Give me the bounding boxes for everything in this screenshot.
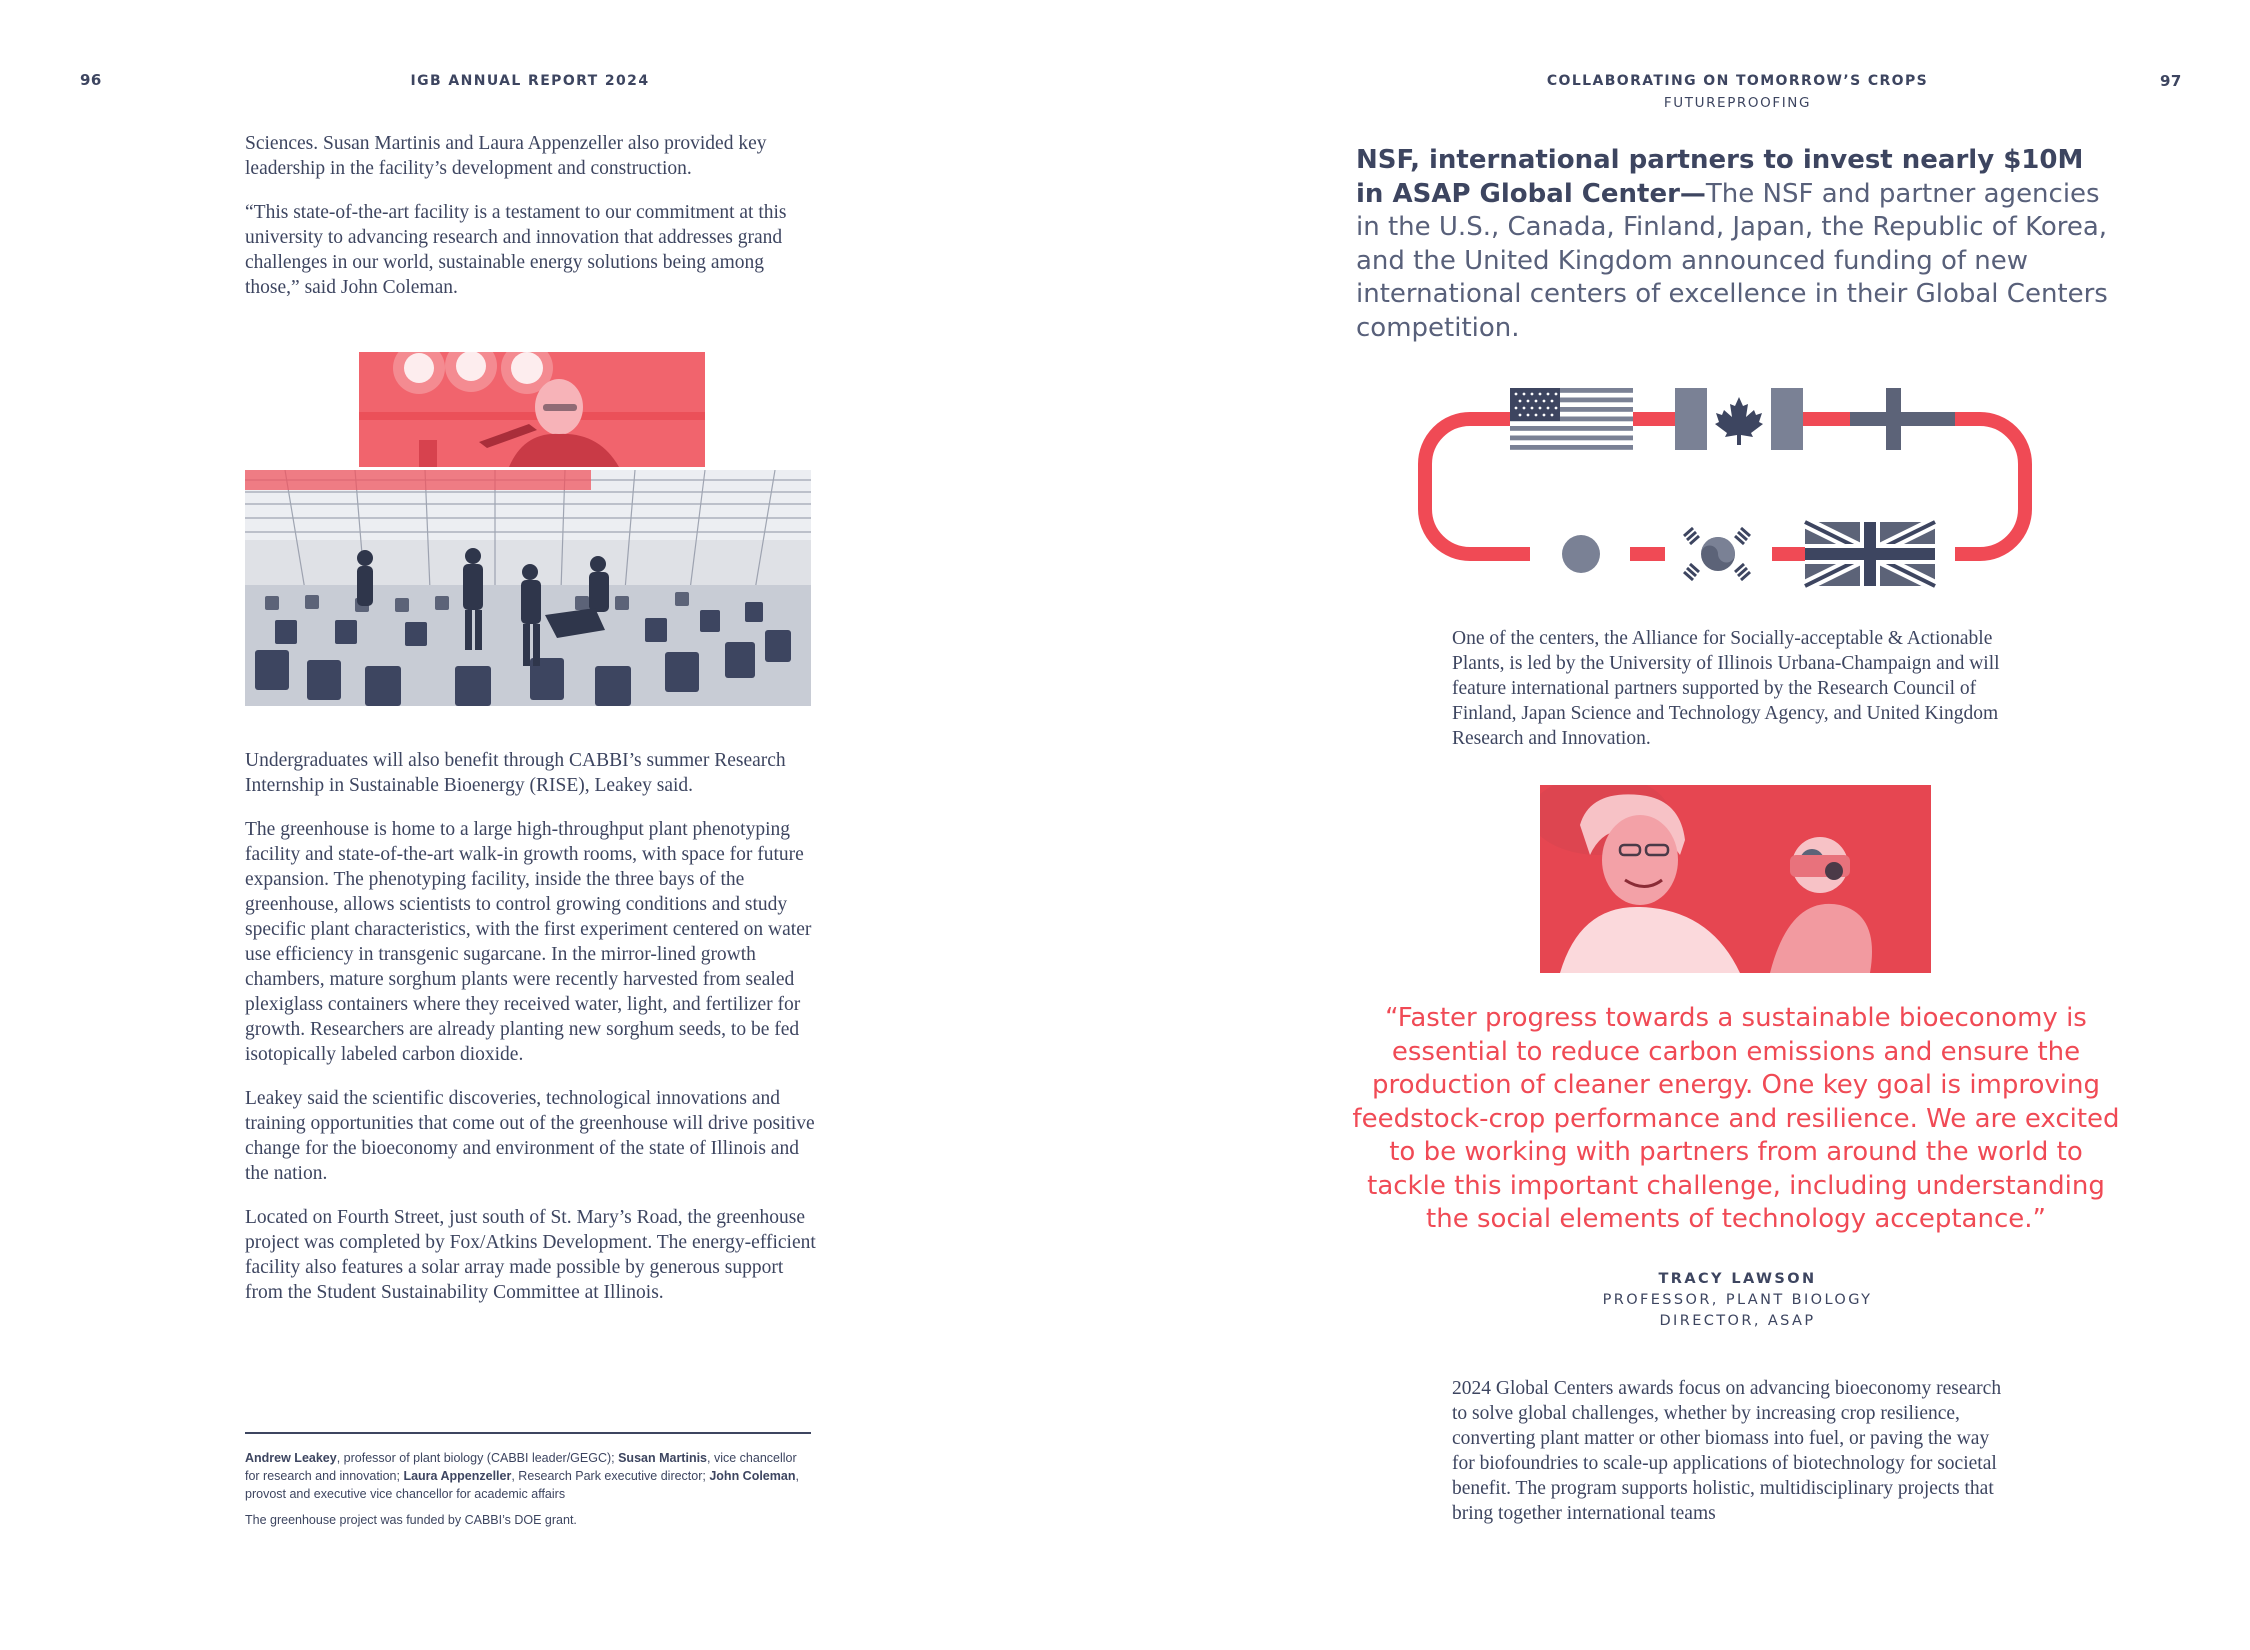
footnote-divider bbox=[245, 1432, 811, 1434]
credit-name: Laura Appenzeller bbox=[403, 1469, 512, 1483]
global-centers-paragraph: 2024 Global Centers awards focus on advancing bioeconomy research to solve global challenges, whether by increasing crop resilience, converting plant matter or other biomass into fuel, or paving the way for biofoundries to scale-up applications of biotechnology for societal benefit. The program supports holistic, multidisciplinary projects that bring together international teams bbox=[1452, 1378, 2002, 1524]
running-head-right: COLLABORATING ON TOMORROW’S CROPS bbox=[1546, 73, 1929, 89]
uk-flag bbox=[1805, 522, 1935, 586]
main-text-block bbox=[245, 748, 820, 1324]
alliance-paragraph: One of the centers, the Alliance for Socially-acceptable & Actionable Plants, is led by the University of Illinois Urbana-Champaign and will feature international partners supported by the Research Council of Finland, Japan Science and Technology Agency, and United Kingdom Research and Innovation. bbox=[1452, 628, 2000, 749]
page-number-right: 97 bbox=[2160, 72, 2182, 90]
attribution-name: TRACY LAWSON bbox=[1658, 1271, 1817, 1287]
japan-flag bbox=[1555, 524, 1630, 584]
speaker-photo bbox=[359, 352, 705, 467]
headline-lead: NSF, international partners to invest nearly $10M in ASAP Global Center— bbox=[1356, 145, 2084, 209]
intro-text-block bbox=[245, 131, 815, 319]
attribution-title: DIRECTOR, ASAP bbox=[1659, 1313, 1816, 1329]
partner-flags-graphic bbox=[1410, 380, 2060, 595]
article-headline bbox=[1356, 144, 2116, 345]
credit-role: , Research Park executive director; bbox=[511, 1469, 710, 1483]
credit-name: Susan Martinis bbox=[618, 1451, 708, 1465]
body-paragraph: Undergraduates will also benefit through CABBI’s summer Research Internship in Sustainable Bioenergy (RISE), Leakey said. bbox=[245, 750, 786, 796]
korea-flag bbox=[1665, 524, 1772, 586]
body-paragraph: The greenhouse is home to a large high-throughput plant phenotyping facility and state-of-the-art walk-in growth rooms, with space for future expansion. The phenotyping facility, inside the three bays of the greenhouse, allows scientists to control growing conditions and study specific plant characteristics, with the first experiment centered on water use efficiency in transgenic sugarcane. In the mirror-lined growth chambers, mature sorghum plants were recently harvested from sealed plexiglass containers where they received water, light, and fertilizer for growth. Researchers are already planting new sorghum seeds, to be fed isotopically labeled carbon dioxide. bbox=[245, 819, 812, 1065]
body-paragraph: Leakey said the scientific discoveries, technological innovations and training opportunities that come out of the greenhouse will drive positive change for the bioeconomy and environment of the state of Illinois and the nation. bbox=[245, 1088, 815, 1184]
researcher-photo bbox=[1540, 785, 1931, 973]
page-number-left: 96 bbox=[80, 71, 102, 89]
canada-flag bbox=[1675, 388, 1803, 450]
footnote-funding: The greenhouse project was funded by CABBI’s DOE grant. bbox=[245, 1513, 577, 1527]
headline-text: The NSF and partner agencies in the U.S., Canada, Finland, Japan, the Republic of Korea, and the United Kingdom announced funding of new international centers of excellence in their Global Centers competition. bbox=[1356, 178, 2108, 343]
credit-role: , professor of plant biology (CABBI leader/GEGC); bbox=[336, 1451, 619, 1465]
credit-name: Andrew Leakey bbox=[245, 1451, 337, 1465]
running-subhead-right: FUTUREPROOFING bbox=[1663, 95, 1812, 111]
body-paragraph: Located on Fourth Street, just south of St. Mary’s Road, the greenhouse project was completed by Fox/Atkins Development. The energy-efficient facility also features a solar array made possible by generous support from the Student Sustainability Committee at Illinois. bbox=[245, 1207, 816, 1303]
credit-role: , provost and executive vice chancellor for academic affairs bbox=[245, 1469, 799, 1501]
greenhouse-photo bbox=[245, 470, 811, 706]
footnote-credits bbox=[245, 1449, 811, 1503]
intro-paragraph: “This state-of-the-art facility is a testament to our commitment at this university to advancing research and innovation that addresses grand challenges in our world, sustainable energy solutions being among those,” said John Coleman. bbox=[245, 202, 787, 298]
finland-flag bbox=[1850, 388, 1955, 450]
us-flag bbox=[1510, 388, 1633, 450]
credit-role: , vice chancellor for research and innovation; bbox=[245, 1451, 797, 1483]
quote-attribution bbox=[1500, 1269, 1975, 1332]
credit-name: John Coleman bbox=[709, 1469, 796, 1483]
running-head-left: IGB ANNUAL REPORT 2024 bbox=[410, 73, 650, 89]
intro-paragraph: Sciences. Susan Martinis and Laura Appenzeller also provided key leadership in the facility’s development and construction. bbox=[245, 133, 767, 179]
attribution-title: PROFESSOR, PLANT BIOLOGY bbox=[1602, 1292, 1873, 1308]
pull-quote: “Faster progress towards a sustainable bioeconomy is essential to reduce carbon emissions and ensure the production of cleaner energy. One key goal is improving feedstock-crop performance and resilience. We are excited to be working with partners from around the world to tackle this important challenge, including understanding the social elements of technology acceptance.” bbox=[1352, 1003, 2120, 1234]
